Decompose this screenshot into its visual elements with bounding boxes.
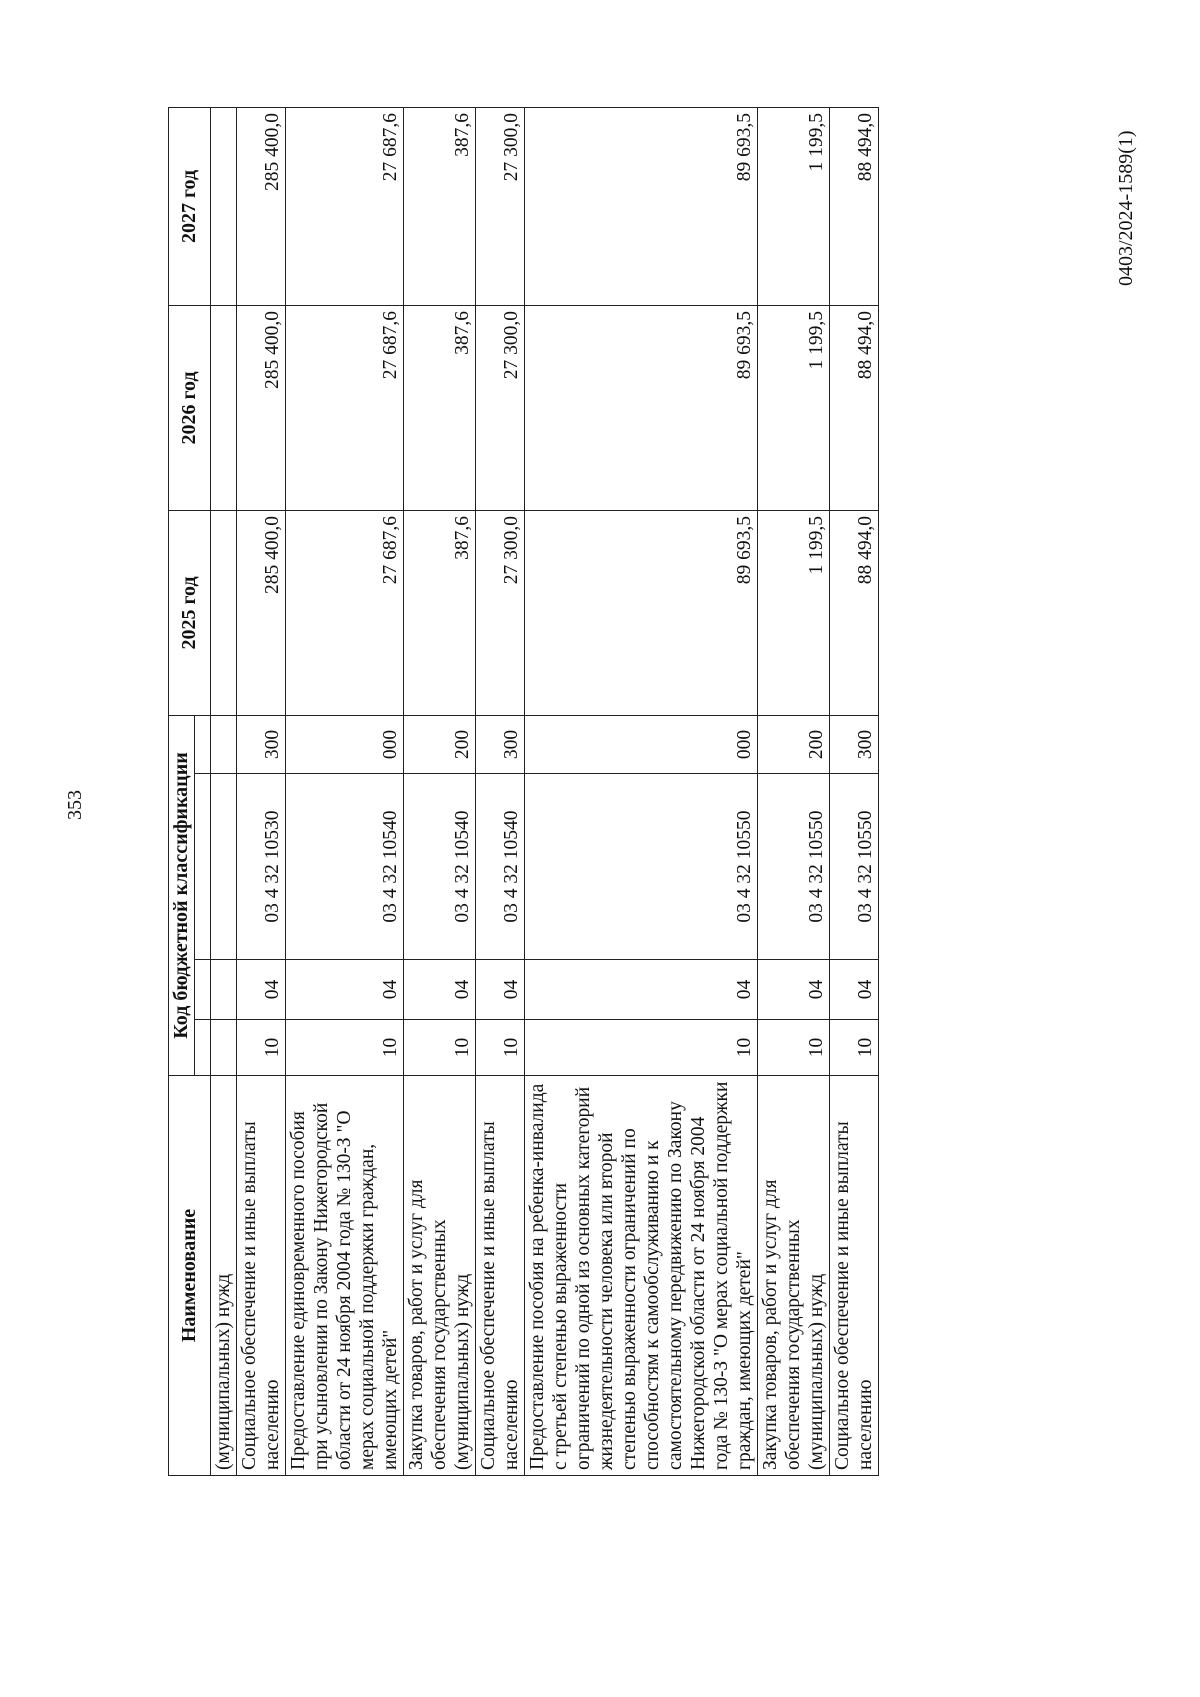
value-2027: 27 300,0: [476, 107, 525, 305]
row-name: Социальное обеспечение и иные выплаты населению: [476, 1076, 525, 1476]
value-2026: 27 687,6: [286, 305, 404, 510]
code-subsection: [211, 960, 237, 1020]
code-expense-type: 300: [476, 715, 525, 773]
row-name: Закупка товаров, работ и услуг для обеспечения государственных (муниципальных) нужд: [758, 1076, 830, 1476]
subheader-cell: [195, 715, 211, 773]
header-2026: 2026 год: [169, 305, 211, 510]
value-2027: 89 693,5: [525, 107, 758, 305]
table-row: [525, 107, 758, 1475]
code-subsection: 04: [830, 960, 879, 1020]
header-name: Наименование: [169, 1076, 211, 1476]
value-2026: 88 494,0: [830, 305, 879, 510]
code-target: 03 4 32 10550: [758, 774, 830, 960]
code-section: 10: [525, 1020, 758, 1076]
row-name: (муниципальных) нужд: [211, 1076, 237, 1476]
code-section: 10: [237, 1020, 286, 1076]
value-2027: [211, 107, 237, 305]
code-expense-type: [211, 715, 237, 773]
value-2025: [211, 510, 237, 715]
row-name: Предоставление единовременного пособия при усыновлении по Закону Нижегородской области от 24 ноября 2004 года № 130-З "О мерах социальной поддержки граждан, имеющих детей": [286, 1076, 404, 1476]
subheader-cell: [195, 960, 211, 1020]
header-code: Код бюджетной классификации: [169, 715, 195, 1075]
code-expense-type: 300: [237, 715, 286, 773]
page-number: 353: [64, 790, 86, 820]
code-expense-type: 300: [830, 715, 879, 773]
value-2027: 285 400,0: [237, 107, 286, 305]
value-2025: 285 400,0: [237, 510, 286, 715]
code-subsection: 04: [404, 960, 476, 1020]
document-id: 0403/2024-1589(1): [1115, 130, 1137, 286]
value-2027: 27 687,6: [286, 107, 404, 305]
code-target: 03 4 32 10550: [830, 774, 879, 960]
subheader-cell: [195, 774, 211, 960]
code-target: [211, 774, 237, 960]
value-2027: 387,6: [404, 107, 476, 305]
code-section: 10: [476, 1020, 525, 1076]
table-row: [830, 107, 879, 1475]
value-2025: 27 300,0: [476, 510, 525, 715]
code-expense-type: 200: [758, 715, 830, 773]
budget-table: [168, 107, 879, 1476]
table-row: [237, 107, 286, 1475]
table-row: [211, 107, 237, 1475]
value-2025: 89 693,5: [525, 510, 758, 715]
table-row: [404, 107, 476, 1475]
code-section: [211, 1020, 237, 1076]
row-name: Предоставление пособия на ребенка-инвалида с третьей степенью выраженности ограничений по одной из основных категорий жизнедеятельности человека или второй степенью выраженности ограничений по способностям к самообслуживанию и к самостоятельному передвижению по Закону Нижегородской области от 24 ноября 2004 года № 130-З "О мерах социальной поддержки граждан, имеющих детей": [525, 1076, 758, 1476]
code-subsection: 04: [476, 960, 525, 1020]
header-2025: 2025 год: [169, 510, 211, 715]
code-expense-type: 200: [404, 715, 476, 773]
budget-table-rotated: [168, 108, 1054, 1476]
table-body: [211, 107, 879, 1475]
row-name: Социальное обеспечение и иные выплаты населению: [830, 1076, 879, 1476]
subheader-cell: [195, 1020, 211, 1076]
value-2026: 285 400,0: [237, 305, 286, 510]
table-row: [476, 107, 525, 1475]
value-2025: 1 199,5: [758, 510, 830, 715]
value-2027: 88 494,0: [830, 107, 879, 305]
value-2027: 1 199,5: [758, 107, 830, 305]
row-name: Закупка товаров, работ и услуг для обеспечения государственных (муниципальных) нужд: [404, 1076, 476, 1476]
code-expense-type: 000: [286, 715, 404, 773]
code-target: 03 4 32 10550: [525, 774, 758, 960]
code-subsection: 04: [237, 960, 286, 1020]
code-section: 10: [286, 1020, 404, 1076]
code-target: 03 4 32 10540: [404, 774, 476, 960]
value-2026: 387,6: [404, 305, 476, 510]
table-row: [286, 107, 404, 1475]
value-2025: 88 494,0: [830, 510, 879, 715]
code-target: 03 4 32 10540: [286, 774, 404, 960]
header-2027: 2027 год: [169, 107, 211, 305]
value-2026: [211, 305, 237, 510]
row-name: Социальное обеспечение и иные выплаты населению: [237, 1076, 286, 1476]
code-subsection: 04: [286, 960, 404, 1020]
code-expense-type: 000: [525, 715, 758, 773]
code-target: 03 4 32 10530: [237, 774, 286, 960]
value-2026: 27 300,0: [476, 305, 525, 510]
code-section: 10: [758, 1020, 830, 1076]
table-row: [758, 107, 830, 1475]
value-2026: 1 199,5: [758, 305, 830, 510]
value-2025: 27 687,6: [286, 510, 404, 715]
value-2025: 387,6: [404, 510, 476, 715]
code-subsection: 04: [525, 960, 758, 1020]
code-section: 10: [404, 1020, 476, 1076]
code-target: 03 4 32 10540: [476, 774, 525, 960]
code-subsection: 04: [758, 960, 830, 1020]
value-2026: 89 693,5: [525, 305, 758, 510]
code-section: 10: [830, 1020, 879, 1076]
